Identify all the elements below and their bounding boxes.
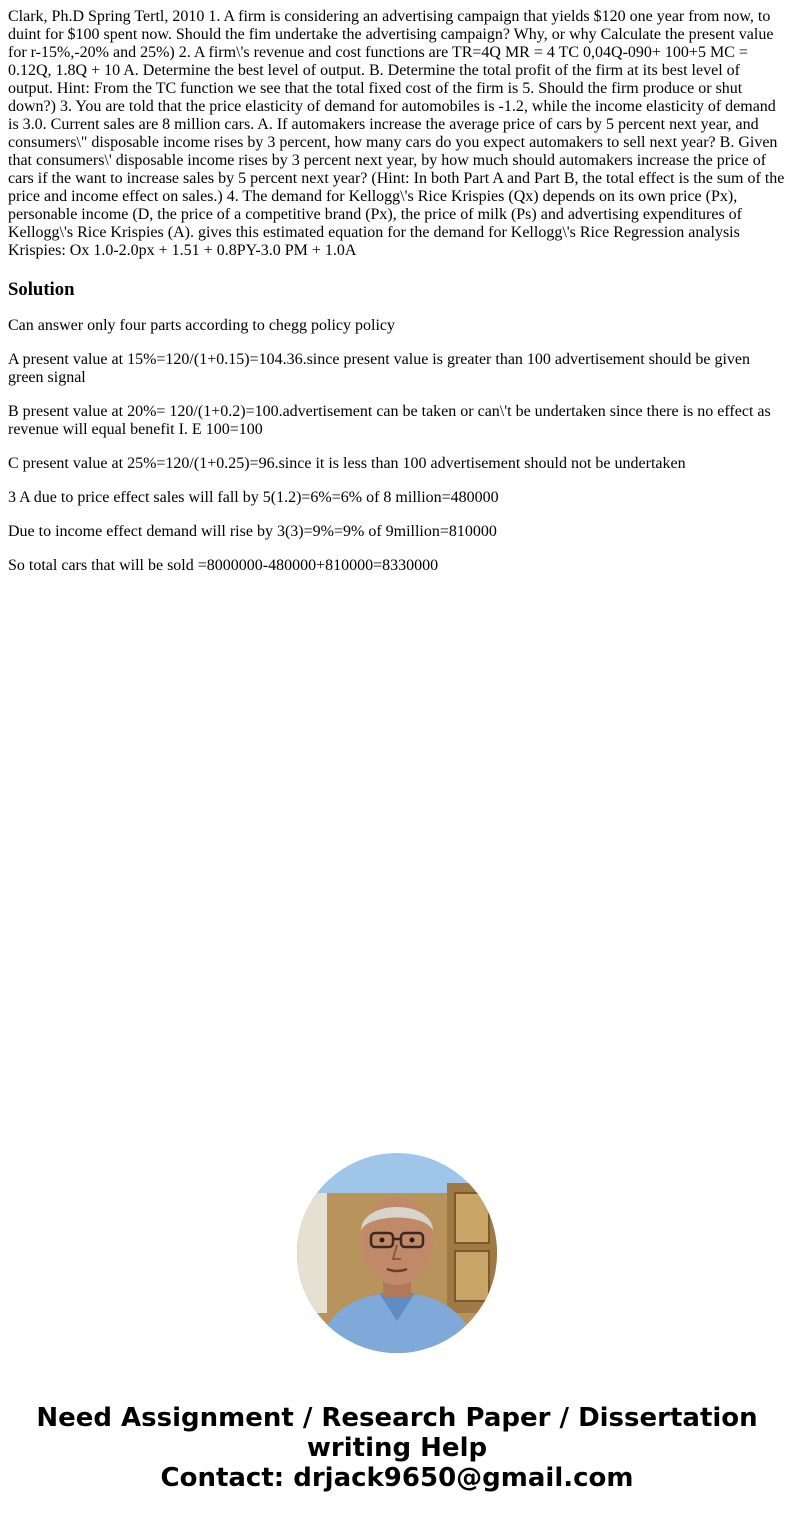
answer-paragraph: 3 A due to price effect sales will fall by 5(1.2)=6%=6% of 8 million=480000 (8, 489, 499, 506)
footer-line: Need Assignment / Research Paper / Dissertation (36, 1403, 758, 1433)
solution-heading: Solution (8, 279, 75, 300)
contact-footer (0, 1403, 794, 1493)
answer-paragraph: A present value at 15%=120/(1+0.15)=104.36.since present value is greater than 100 advertisement should be given green signal (8, 351, 750, 386)
answer-paragraph: C present value at 25%=120/(1+0.25)=96.since it is less than 100 advertisement should not be undertaken (8, 455, 686, 472)
answer-paragraph: So total cars that will be sold =8000000-480000+810000=8330000 (8, 557, 439, 574)
contact-email: Contact: drjack9650@gmail.com (160, 1463, 634, 1493)
footer-line: writing Help (306, 1433, 488, 1463)
answer-paragraph: Due to income effect demand will rise by 3(3)=9%=9% of 9million=810000 (8, 523, 497, 540)
author-portrait (297, 1153, 497, 1353)
question-text: Clark, Ph.D Spring Tertl, 2010 1. A firm is considering an advertising campaign that yields $120 one year from now, to duint for $100 spent now. Should the fim undertake the advertising campaign? Why, or why Calculate the present value for r-15%,-20% and 25%) 2. A firm\'s revenue and cost functions are TR=4Q MR = 4 TC 0,04Q-090+ 100+5 MC = 0.12Q, 1.8Q + 10 A. Determine the best level of output. B. Determine the total profit of the firm at its best level of output. Hint: From the TC function we see that the total fixed cost of the firm is 5. Should the firm produce or shut down?) 3. You are told that the price elasticity of demand for automobiles is -1.2, while the income elasticity of demand is 3.0. Current sales are 8 million cars. A. If automakers increase the average price of cars by 5 percent next year, and consumers\" disposable income rises by 3 percent, how many cars do you expect automakers to sell next year? B. Given that consumers\' disposable income rises by 3 percent next year, by how much should automakers increase the price of cars if the want to increase sales by 5 percent next year? (Hint: In both Part A and Part B, the total effect is the sum of the price and income effect on sales.) 4. The demand for Kellogg\'s Rice Krispies (Qx) depends on its own price (Px), personable income (D, the price of a competitive brand (Px), the price of milk (Ps) and advertising expenditures of Kellogg\'s Rice Krispies (A). gives this estimated equation for the demand for Kellogg\'s Rice Regression analysis Krispies: Ox 1.0-2.0px + 1.51 + 0.8PY-3.0 PM + 1.0A (8, 8, 785, 259)
answer-paragraph: B present value at 20%= 120/(1+0.2)=100.advertisement can be taken or can\'t be undertaken since there is no effect as revenue will equal benefit I. E 100=100 (8, 403, 771, 438)
author-avatar (297, 1153, 497, 1353)
answer-paragraph: Can answer only four parts according to chegg policy policy (8, 317, 395, 334)
document-body (8, 8, 786, 591)
